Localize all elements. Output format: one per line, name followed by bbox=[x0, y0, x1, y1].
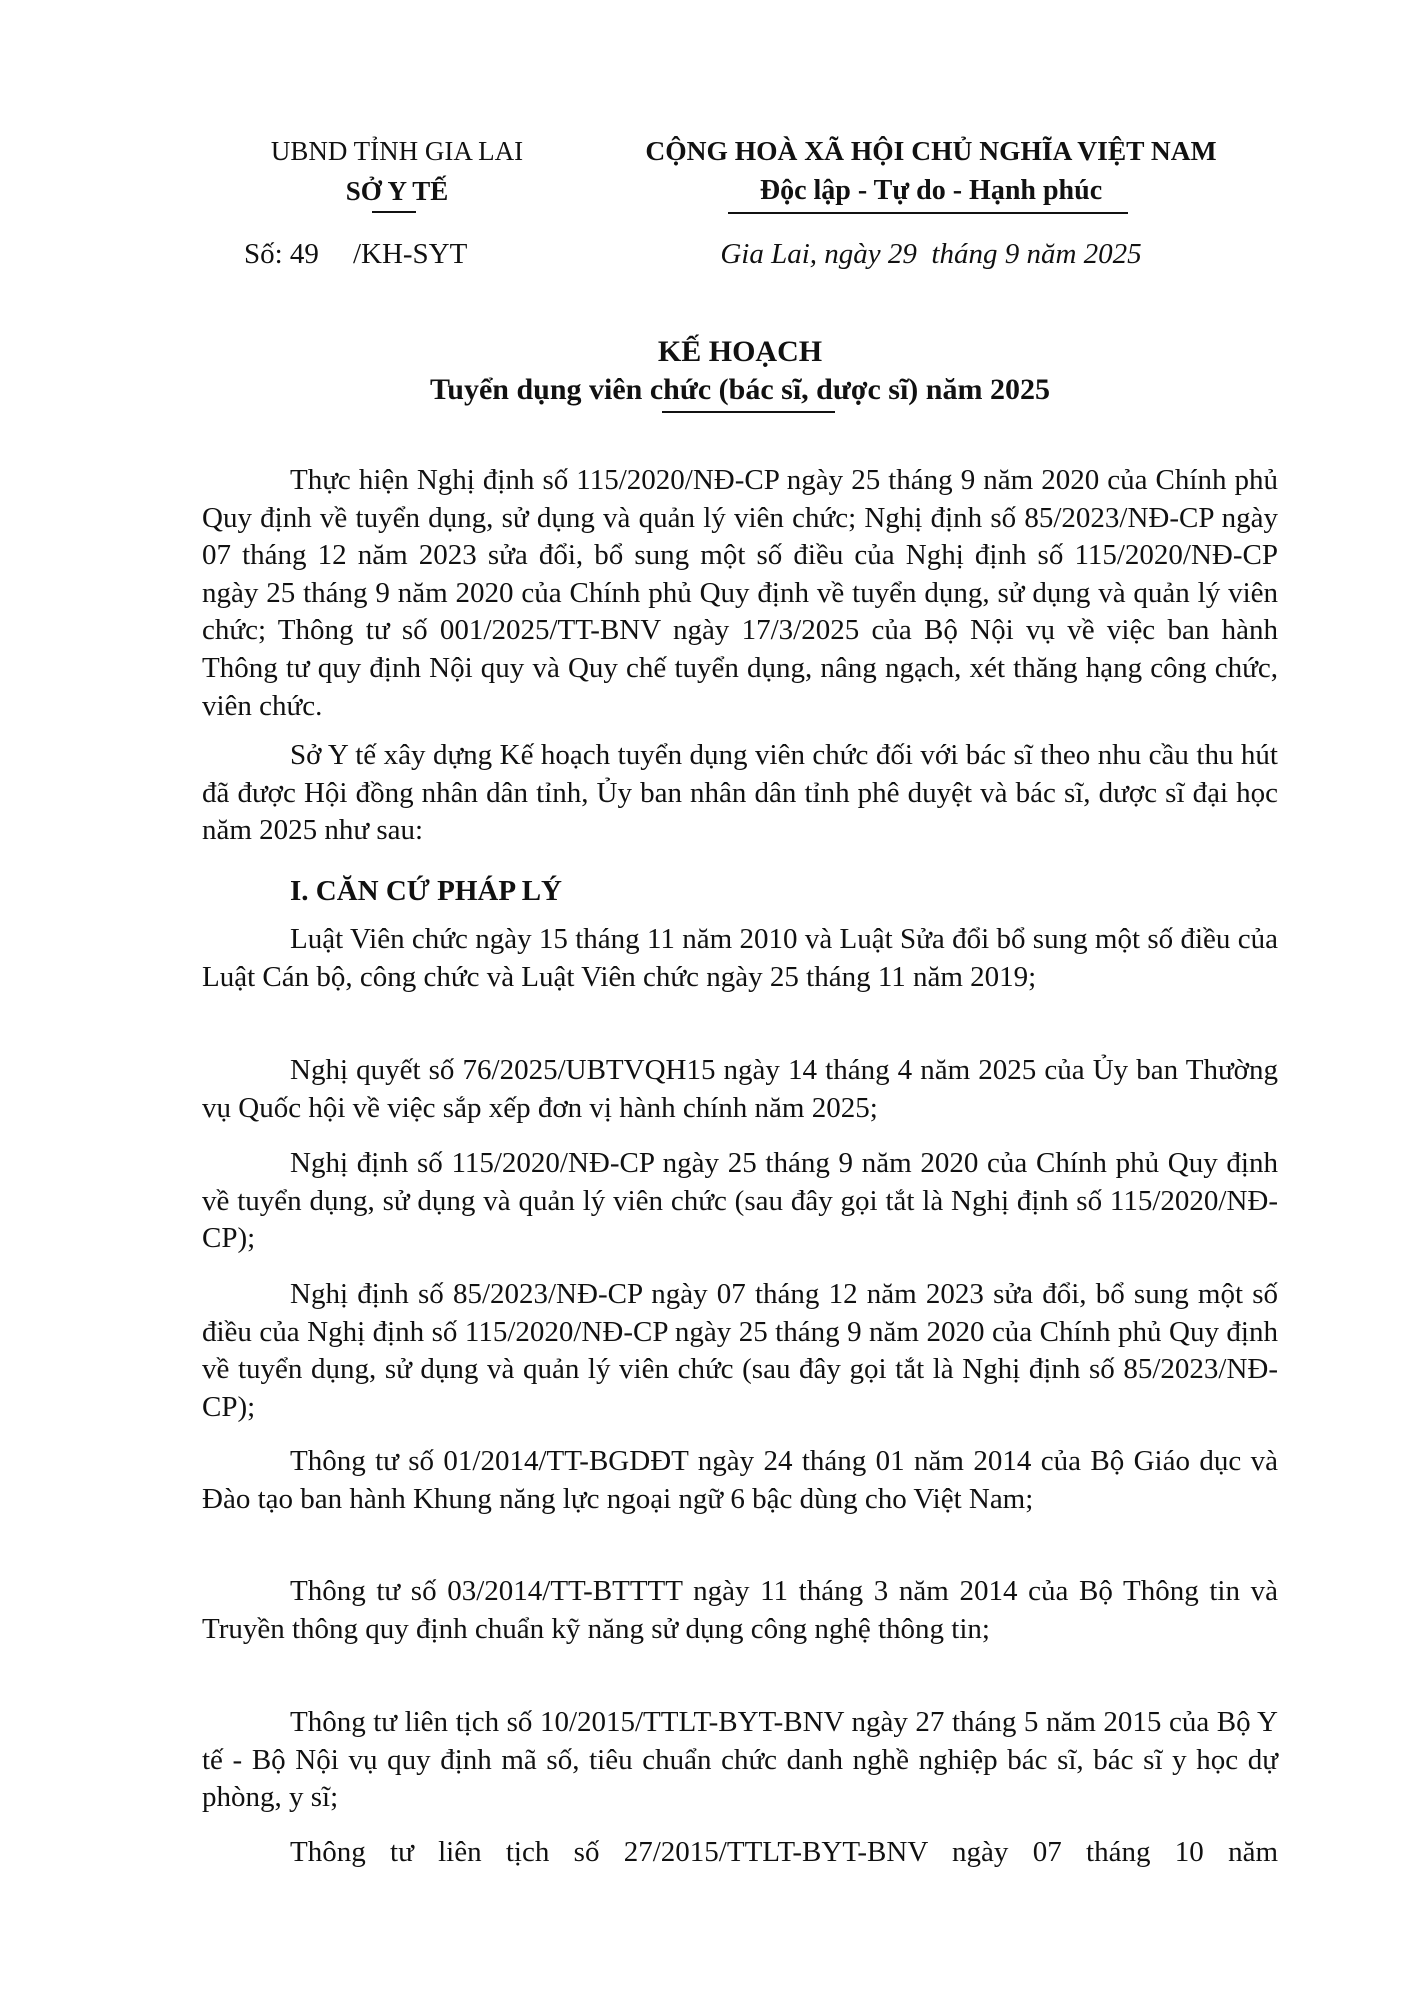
agency-underline bbox=[372, 211, 416, 213]
legal-basis-item bbox=[202, 921, 1278, 996]
legal-basis-item bbox=[202, 1704, 1278, 1817]
legal-basis-text: Thông tư liên tịch số 10/2015/TTLT-BYT-BNV ngày 27 tháng 5 năm 2015 của Bộ Y tế - Bộ Nội vụ quy định mã số, tiêu chuẩn chức danh nghề nghiệp bác sĩ, bác sĩ y học dự phòng, y sĩ; bbox=[202, 1706, 1278, 1814]
document-subtitle: Tuyển dụng viên chức (bác sĩ, dược sĩ) năm 2025 bbox=[430, 373, 1050, 406]
intro-paragraph-2 bbox=[202, 737, 1278, 850]
legal-basis-text: Luật Viên chức ngày 15 tháng 11 năm 2010 và Luật Sửa đổi bổ sung một số điều của Luật Cán bộ, công chức và Luật Viên chức ngày 25 tháng 11 năm 2019; bbox=[202, 923, 1278, 993]
legal-basis-item bbox=[202, 1443, 1278, 1518]
legal-basis-item bbox=[202, 1052, 1278, 1127]
section-heading bbox=[202, 873, 1278, 911]
agency-parent: UBND TỈNH GIA LAI bbox=[270, 136, 524, 166]
legal-basis-item bbox=[202, 1573, 1278, 1648]
legal-basis-item bbox=[202, 1834, 1278, 1872]
legal-basis-item bbox=[202, 1145, 1278, 1258]
document-number bbox=[244, 236, 467, 272]
place-date: Gia Lai, ngày 29 tháng 9 năm 2025 bbox=[720, 238, 1142, 270]
legal-basis-text: Nghị định số 85/2023/NĐ-CP ngày 07 tháng 12 năm 2023 sửa đổi, bổ sung một số điều của Nghị định số 115/2020/NĐ-CP ngày 25 tháng 9 năm 2020 của Chính phủ Quy định về tuyển dụng, sử dụng và quản lý viên chức (sau đây gọi tắt là Nghị định số 85/2023/NĐ-CP); bbox=[202, 1278, 1278, 1423]
motto-underline bbox=[728, 212, 1128, 214]
title-underline bbox=[662, 411, 835, 413]
country-name: CỘNG HOÀ XÃ HỘI CHỦ NGHĨA VIỆT NAM bbox=[645, 135, 1217, 166]
intro-paragraph-1 bbox=[202, 462, 1278, 725]
document-number-suffix: /KH-SYT bbox=[352, 238, 468, 270]
legal-basis-text: Nghị định số 115/2020/NĐ-CP ngày 25 tháng 9 năm 2020 của Chính phủ Quy định về tuyển dụng, sử dụng và quản lý viên chức (sau đây gọi tắt là Nghị định số 115/2020/NĐ-CP); bbox=[202, 1147, 1278, 1255]
agency-name: SỞ Y TẾ bbox=[345, 176, 449, 206]
legal-basis-item bbox=[202, 1276, 1278, 1426]
section-1-heading: I. CĂN CỨ PHÁP LÝ bbox=[290, 875, 563, 907]
legal-basis-text: Thông tư số 03/2014/TT-BTTTT ngày 11 tháng 3 năm 2014 của Bộ Thông tin và Truyền thông quy định chuẩn kỹ năng sử dụng công nghệ thông tin; bbox=[202, 1575, 1278, 1645]
legal-basis-text: Nghị quyết số 76/2025/UBTVQH15 ngày 14 tháng 4 năm 2025 của Ủy ban Thường vụ Quốc hội về việc sắp xếp đơn vị hành chính năm 2025; bbox=[202, 1054, 1278, 1124]
document-number-label: Số: 49 bbox=[244, 238, 319, 270]
legal-basis-text: Thông tư số 01/2014/TT-BGDĐT ngày 24 tháng 01 năm 2014 của Bộ Giáo dục và Đào tạo ban hành Khung năng lực ngoại ngữ 6 bậc dùng cho Việt Nam; bbox=[202, 1445, 1278, 1515]
intro-text: Thực hiện Nghị định số 115/2020/NĐ-CP ngày 25 tháng 9 năm 2020 của Chính phủ Quy định về tuyển dụng, sử dụng và quản lý viên chức; Nghị định số 85/2023/NĐ-CP ngày 07 tháng 12 năm 2023 sửa đổi, bổ sung một số điều của Nghị định số 115/2020/NĐ-CP ngày 25 tháng 9 năm 2020 của Chính phủ Quy định về tuyển dụng, sử dụng và quản lý viên chức; Thông tư số 001/2025/TT-BNV ngày 17/3/2025 của Bộ Nội vụ về việc ban hành Thông tư quy định Nội quy và Quy chế tuyển dụng, nâng ngạch, xét thăng hạng công chức, viên chức. bbox=[202, 464, 1278, 722]
legal-basis-text: Thông tư liên tịch số 27/2015/TTLT-BYT-BNV ngày 07 tháng 10 năm bbox=[290, 1836, 1278, 1868]
national-motto: Độc lập - Tự do - Hạnh phúc bbox=[759, 175, 1103, 206]
document-title: KẾ HOẠCH bbox=[657, 335, 823, 368]
intro-text: Sở Y tế xây dựng Kế hoạch tuyển dụng viên chức đối với bác sĩ theo nhu cầu thu hút đã được Hội đồng nhân dân tỉnh, Ủy ban nhân dân tỉnh phê duyệt và bác sĩ, dược sĩ đại học năm 2025 như sau: bbox=[202, 739, 1278, 847]
